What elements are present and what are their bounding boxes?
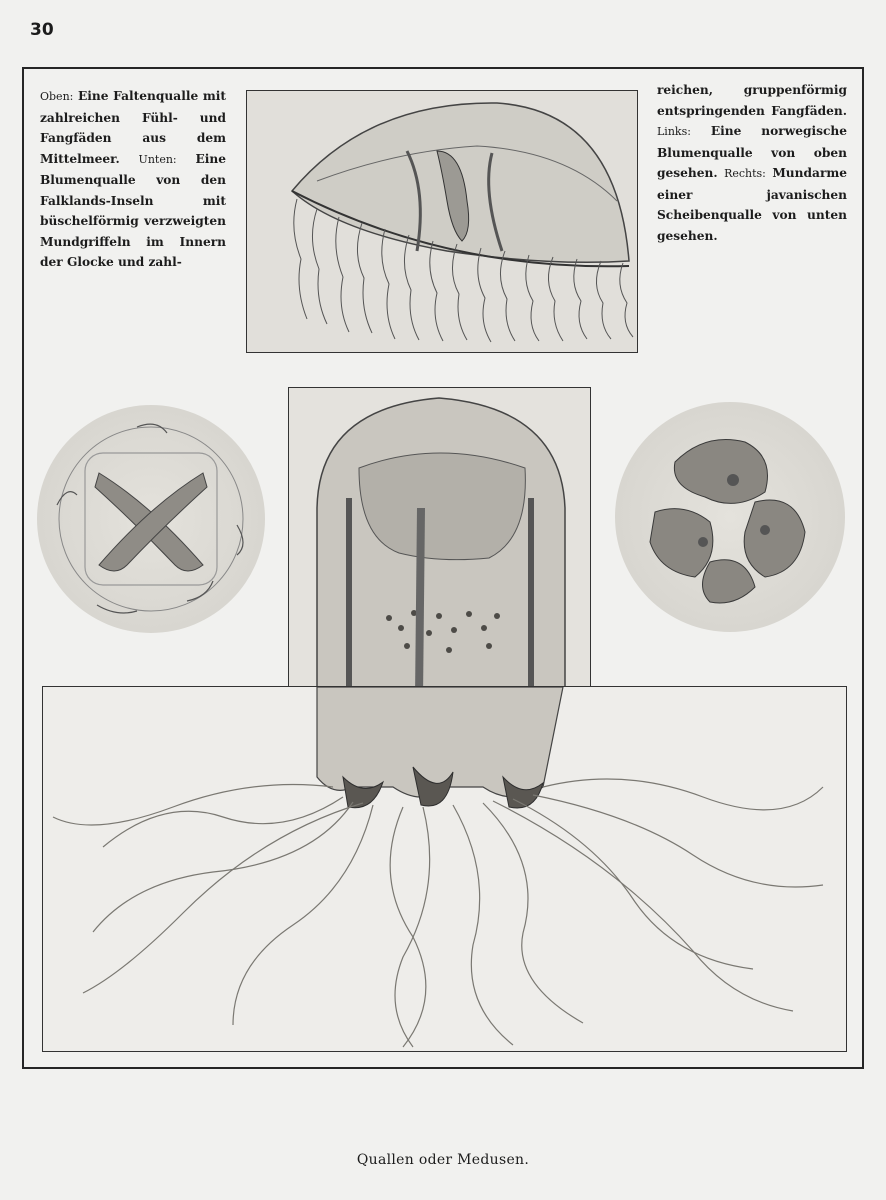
text-links: Eine norwegische Blumenqualle von oben gesehen. [657, 124, 848, 180]
tentacles-drawing [43, 687, 848, 1053]
text-rechts: Mundarme einer javanischen Scheibenqualle von unten gesehen. [657, 166, 848, 243]
label-links: Links: [657, 125, 691, 138]
label-unten: Unten: [138, 152, 177, 166]
blumenqualle-bell-drawing [289, 388, 592, 698]
text-continuation: reichen, gruppenförmig entspringenden Fangfäden. [657, 83, 847, 118]
illustration-blumenqualle-glocke [288, 387, 591, 697]
text-oben: Eine Faltenqualle mit zahlreichen Fühl- und Fangfäden aus dem Mittelmeer. [40, 89, 226, 166]
text-unten: Eine Blumenqualle von den Falklands-Inseln mit büschelförmig verzweigten Mundgriffeln im Innern der Glocke und zahl- [40, 151, 226, 269]
caption-text-left [40, 86, 226, 273]
illustration-fangfaeden [42, 686, 847, 1052]
blumenqualle-top-drawing [37, 405, 265, 633]
plate-caption: Quallen oder Medusen. [356, 1152, 530, 1168]
label-rechts: Rechts: [724, 167, 766, 180]
caption-text-right [657, 80, 847, 246]
page-number: 30 [30, 20, 54, 40]
illustration-blumenqualle-oben [37, 405, 265, 633]
faltenqualle-drawing [247, 91, 639, 354]
illustration-faltenqualle [246, 90, 638, 353]
scheibenqualle-drawing [615, 402, 845, 632]
illustration-scheibenqualle-unten [615, 402, 845, 632]
label-oben: Oben: [40, 90, 74, 103]
